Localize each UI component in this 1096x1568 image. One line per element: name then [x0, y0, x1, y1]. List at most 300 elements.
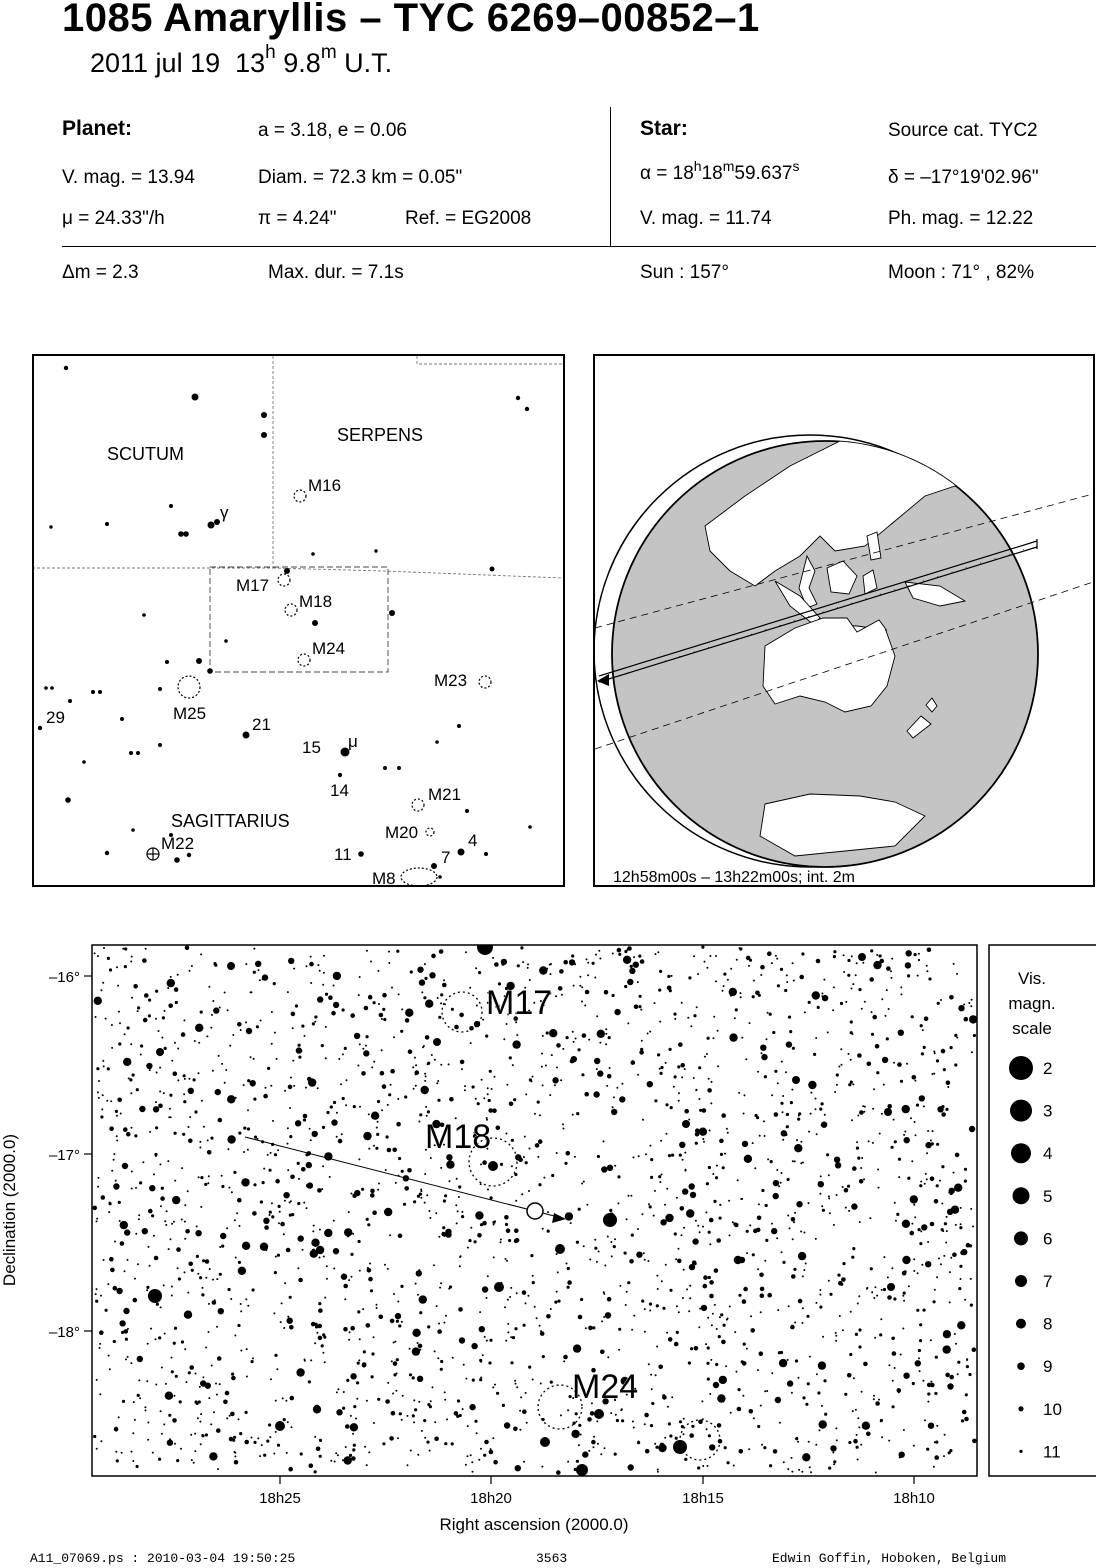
ra-tick-1810: 18h10: [893, 1490, 935, 1507]
field-star: [744, 1155, 752, 1163]
field-star: [786, 1041, 792, 1047]
field-star: [863, 1111, 865, 1113]
field-star: [918, 959, 920, 961]
field-star: [191, 1269, 194, 1272]
field-star: [373, 1422, 375, 1424]
field-star: [286, 1248, 291, 1253]
field-star: [337, 1388, 339, 1390]
field-star: [483, 1454, 486, 1457]
field-star: [687, 1017, 689, 1019]
field-star: [697, 1225, 699, 1227]
field-star: [688, 976, 691, 979]
field-star: [843, 971, 845, 973]
x-axis-label: Right ascension (2000.0): [439, 1515, 629, 1534]
field-star: [777, 984, 780, 987]
field-star: [690, 1025, 692, 1027]
field-star: [124, 1329, 129, 1334]
field-star: [302, 1249, 304, 1251]
field-star: [927, 1130, 929, 1132]
field-star: [381, 1109, 383, 1111]
field-star: [505, 1258, 507, 1260]
field-star: [767, 1158, 769, 1160]
field-star: [375, 1147, 378, 1150]
obj-label-m25: M25: [173, 704, 207, 723]
field-star: [647, 1081, 653, 1087]
field-star: [102, 1060, 104, 1062]
field-star: [567, 1286, 570, 1289]
field-star: [331, 1011, 336, 1016]
field-star: [216, 1394, 218, 1396]
field-star: [737, 1179, 739, 1181]
field-star: [273, 1312, 275, 1314]
field-star: [188, 1371, 191, 1374]
field-star: [560, 1414, 562, 1416]
field-star: [704, 1056, 706, 1058]
field-star: [322, 1352, 324, 1354]
field-star: [396, 950, 399, 953]
field-star: [816, 1373, 818, 1375]
field-star: [936, 1184, 939, 1187]
field-star: [857, 1303, 859, 1305]
field-star: [654, 1002, 656, 1004]
field-star: [962, 1410, 967, 1415]
field-star: [348, 1279, 350, 1281]
field-star: [527, 967, 529, 969]
field-star: [684, 1458, 687, 1461]
field-star: [341, 1133, 343, 1135]
field-star: [919, 1242, 922, 1245]
field-star: [702, 1108, 707, 1113]
field-star: [276, 1368, 278, 1370]
field-star: [115, 1180, 117, 1182]
field-star: [760, 1405, 762, 1407]
field-star: [202, 1287, 204, 1289]
field-star: [945, 1108, 948, 1111]
field-star: [820, 1175, 822, 1177]
field-star: [596, 1015, 598, 1017]
field-star: [902, 1105, 910, 1113]
finder-star: [129, 751, 133, 755]
field-star: [776, 958, 778, 960]
field-star: [650, 1424, 653, 1427]
field-star: [504, 1215, 509, 1220]
field-star: [395, 1182, 397, 1184]
field-star: [760, 1293, 765, 1298]
field-star: [492, 1386, 494, 1388]
field-star: [303, 1114, 308, 1119]
field-star: [350, 1423, 358, 1431]
field-star: [431, 1054, 433, 1056]
field-star: [786, 1126, 788, 1128]
field-star: [964, 1017, 969, 1022]
field-star: [443, 1322, 445, 1324]
field-star: [566, 1151, 571, 1156]
finder-star: [435, 740, 439, 744]
field-star: [918, 1228, 921, 1231]
obj-label-m22: M22: [161, 834, 195, 853]
field-star: [740, 992, 742, 994]
field-star: [509, 1056, 512, 1059]
field-star: [631, 1060, 636, 1065]
field-star: [341, 1274, 347, 1280]
field-star: [581, 1183, 583, 1185]
field-star: [417, 1195, 420, 1198]
field-star: [567, 1409, 569, 1411]
field-star: [619, 1096, 625, 1102]
field-star: [323, 955, 325, 957]
field-star: [133, 984, 138, 989]
field-star: [449, 1097, 454, 1102]
field-star: [482, 1160, 487, 1165]
field-star: [370, 1193, 375, 1198]
field-star: [969, 1126, 975, 1132]
field-star: [274, 1354, 277, 1357]
field-star: [438, 1016, 441, 1019]
field-star: [718, 1335, 721, 1338]
field-star: [678, 1100, 680, 1102]
field-star: [563, 1128, 565, 1130]
field-star: [670, 1106, 673, 1109]
y-axis-label: Declination (2000.0): [0, 1133, 19, 1287]
field-star: [105, 1018, 107, 1020]
field-star: [957, 1361, 960, 1364]
field-star: [280, 1222, 285, 1227]
field-star: [217, 1356, 222, 1361]
field-star: [878, 1187, 880, 1189]
field-star: [143, 1018, 148, 1023]
field-star: [251, 1437, 253, 1439]
field-star: [223, 1400, 228, 1405]
field-star: [808, 1081, 816, 1089]
field-star: [426, 1115, 428, 1117]
field-star: [500, 1163, 503, 1166]
field-star: [378, 1003, 380, 1005]
field-star: [439, 949, 444, 954]
field-star: [113, 1286, 118, 1291]
field-star: [139, 1397, 141, 1399]
field-star: [638, 1155, 640, 1157]
field-star: [787, 1359, 789, 1361]
planet-reference: Ref. = EG2008: [405, 208, 532, 229]
field-star: [683, 1269, 685, 1271]
field-star: [522, 961, 524, 963]
field-star: [457, 1210, 459, 1212]
field-star: [171, 1370, 174, 1373]
footer-number: 3563: [536, 1551, 568, 1566]
field-star: [738, 1092, 740, 1094]
field-star: [127, 1328, 129, 1330]
field-star: [863, 1362, 868, 1367]
field-star: [760, 1287, 765, 1292]
field-star: [169, 1094, 172, 1097]
field-star: [797, 1118, 800, 1121]
field-star: [862, 1422, 870, 1430]
field-star: [688, 1119, 690, 1121]
field-star: [954, 1333, 956, 1335]
field-star: [791, 1274, 796, 1279]
field-star: [417, 1376, 423, 1382]
field-star: [723, 1324, 726, 1327]
field-star: [856, 1141, 858, 1143]
field-star: [674, 1342, 679, 1347]
field-star: [427, 1325, 430, 1328]
field-star: [761, 1054, 767, 1060]
field-star: [679, 1420, 682, 1423]
field-star: [580, 1434, 582, 1436]
field-star: [780, 1351, 783, 1354]
field-star: [848, 1210, 850, 1212]
event-date: 2011 jul 19: [90, 48, 221, 78]
field-star: [385, 1169, 387, 1171]
field-star: [219, 1383, 221, 1385]
field-star: [550, 1308, 552, 1310]
field-star: [972, 1226, 974, 1228]
field-star: [643, 1252, 645, 1254]
field-star: [530, 1254, 533, 1257]
field-star: [111, 1170, 113, 1172]
field-star: [380, 1071, 385, 1076]
field-star: [858, 1295, 860, 1297]
field-star: [502, 1404, 505, 1407]
field-star: [704, 961, 706, 963]
field-star: [220, 1233, 226, 1239]
field-star: [869, 1217, 871, 1219]
field-star: [336, 1409, 342, 1415]
field-star: [765, 1239, 768, 1242]
field-star: [862, 962, 864, 964]
field-star: [429, 1217, 431, 1219]
legend-dot: [1019, 1450, 1022, 1453]
field-star: [596, 1261, 598, 1263]
field-star: [482, 1286, 488, 1292]
field-star: [491, 1088, 493, 1090]
field-star: [472, 1379, 475, 1382]
field-star: [769, 1013, 772, 1016]
field-star: [657, 1469, 659, 1471]
field-star: [799, 975, 804, 980]
field-star: [440, 1368, 443, 1371]
field-star: [855, 974, 857, 976]
field-star: [155, 1155, 157, 1157]
field-star: [170, 1238, 172, 1240]
field-star: [787, 1380, 793, 1386]
field-star: [746, 956, 751, 961]
field-star: [563, 1355, 568, 1360]
field-star: [132, 1073, 135, 1076]
field-star: [668, 986, 671, 989]
field-star: [228, 1288, 231, 1291]
field-star: [626, 1218, 628, 1220]
field-star: [783, 1461, 785, 1463]
field-star: [528, 1190, 530, 1192]
field-star: [207, 1139, 209, 1141]
field-star: [407, 1464, 409, 1466]
field-star: [430, 1400, 432, 1402]
field-star: [467, 1247, 469, 1249]
field-star: [314, 1015, 317, 1018]
field-star: [250, 1080, 256, 1086]
field-star: [184, 1204, 186, 1206]
field-star: [957, 1373, 959, 1375]
field-star: [709, 955, 711, 957]
field-star: [898, 1391, 900, 1393]
field-star: [529, 979, 531, 981]
field-star-bright: [227, 962, 235, 970]
field-star: [815, 1238, 817, 1240]
field-star: [256, 1025, 259, 1028]
field-star: [475, 1098, 477, 1100]
field-star: [656, 1346, 658, 1348]
field-star: [425, 1035, 430, 1040]
field-star: [527, 1295, 529, 1297]
field-star: [565, 1212, 573, 1220]
field-star: [442, 1226, 445, 1229]
field-star: [481, 1079, 483, 1081]
field-star: [226, 1227, 228, 1229]
field-star: [587, 1417, 592, 1422]
field-star-bright: [576, 1464, 588, 1476]
field-star: [325, 1026, 327, 1028]
field-star: [633, 1315, 635, 1317]
field-star: [397, 1301, 399, 1303]
field-star: [343, 1327, 348, 1332]
field-star: [277, 1149, 279, 1151]
field-star: [562, 1048, 564, 1050]
field-star: [919, 1184, 922, 1187]
field-star: [388, 951, 390, 953]
field-star: [713, 1200, 716, 1203]
field-star: [197, 1273, 199, 1275]
field-star: [383, 1018, 386, 1021]
field-star: [158, 1336, 161, 1339]
field-star: [321, 1344, 324, 1347]
field-star: [394, 1341, 396, 1343]
field-star-bright: [488, 1161, 498, 1171]
field-star: [749, 1022, 751, 1024]
field-star: [753, 1417, 755, 1419]
field-star: [343, 1391, 345, 1393]
field-star: [287, 1169, 289, 1171]
field-star: [96, 1218, 98, 1220]
field-star: [708, 1078, 710, 1080]
field-star: [557, 1300, 560, 1303]
field-star: [155, 1338, 157, 1340]
field-star: [322, 1126, 325, 1129]
field-star: [221, 1175, 223, 1177]
field-star: [876, 1295, 878, 1297]
field-star: [408, 1049, 413, 1054]
field-star: [333, 1101, 336, 1104]
field-star: [208, 1303, 210, 1305]
field-star: [542, 1084, 544, 1086]
field-star: [529, 1148, 531, 1150]
field-star: [188, 1088, 194, 1094]
field-star: [395, 1313, 401, 1319]
field-star: [148, 1209, 153, 1214]
field-star: [891, 958, 893, 960]
field-star-bright: [494, 1282, 504, 1292]
field-star: [726, 1128, 728, 1130]
field-star: [605, 1043, 607, 1045]
field-star: [284, 1200, 286, 1202]
field-star: [184, 1238, 186, 1240]
field-star: [401, 1419, 403, 1421]
field-star: [818, 1181, 824, 1187]
field-star: [500, 1241, 502, 1243]
field-star: [578, 1208, 581, 1211]
field-star: [525, 1161, 528, 1164]
field-star: [777, 1309, 779, 1311]
field-star: [604, 1447, 606, 1449]
field-star: [546, 1314, 551, 1319]
field-star: [949, 995, 954, 1000]
field-star: [934, 1289, 936, 1291]
field-star: [608, 1036, 611, 1039]
field-star: [875, 1401, 880, 1406]
field-star: [759, 1135, 761, 1137]
legend-magnitude-label: 10: [1043, 1399, 1062, 1419]
field-star: [555, 995, 557, 997]
field-star: [930, 1339, 932, 1341]
field-star: [523, 1461, 525, 1463]
field-star: [798, 1112, 801, 1115]
field-star: [503, 1038, 505, 1040]
finder-star: [338, 773, 342, 777]
field-star: [471, 1461, 473, 1463]
field-star: [325, 1057, 327, 1059]
field-star: [160, 1196, 165, 1201]
field-star: [124, 947, 127, 950]
field-star: [955, 1153, 960, 1158]
legend-magnitude-label: 4: [1043, 1144, 1053, 1164]
field-star: [573, 985, 575, 987]
field-star: [458, 1307, 463, 1312]
finder-star: [183, 531, 189, 537]
field-star: [326, 1111, 329, 1114]
field-star: [753, 980, 755, 982]
finder-star: [120, 717, 124, 721]
field-star: [133, 1298, 138, 1303]
field-star: [833, 1224, 835, 1226]
field-star: [382, 1084, 387, 1089]
field-star: [804, 1011, 806, 1013]
field-star: [911, 1015, 914, 1018]
field-star: [434, 1350, 436, 1352]
finder-star: [525, 407, 529, 411]
field-star: [709, 1393, 711, 1395]
field-star: [123, 1127, 128, 1132]
field-star: [109, 1126, 114, 1131]
field-star: [134, 1419, 136, 1421]
field-star: [631, 1234, 634, 1237]
field-star: [828, 1280, 830, 1282]
field-star: [928, 977, 931, 980]
field-star: [253, 971, 256, 974]
field-star: [333, 1268, 335, 1270]
field-star: [229, 1045, 231, 1047]
field-star: [612, 1106, 614, 1108]
field-star: [532, 1076, 534, 1078]
field-star: [346, 1379, 349, 1382]
field-star: [350, 1013, 355, 1018]
field-star: [268, 1169, 271, 1172]
field-star-bright: [275, 1421, 285, 1431]
field-star: [382, 1442, 385, 1445]
field-star: [137, 1263, 139, 1265]
field-star: [113, 1153, 115, 1155]
field-star: [627, 1281, 630, 1284]
field-star: [288, 1467, 293, 1472]
